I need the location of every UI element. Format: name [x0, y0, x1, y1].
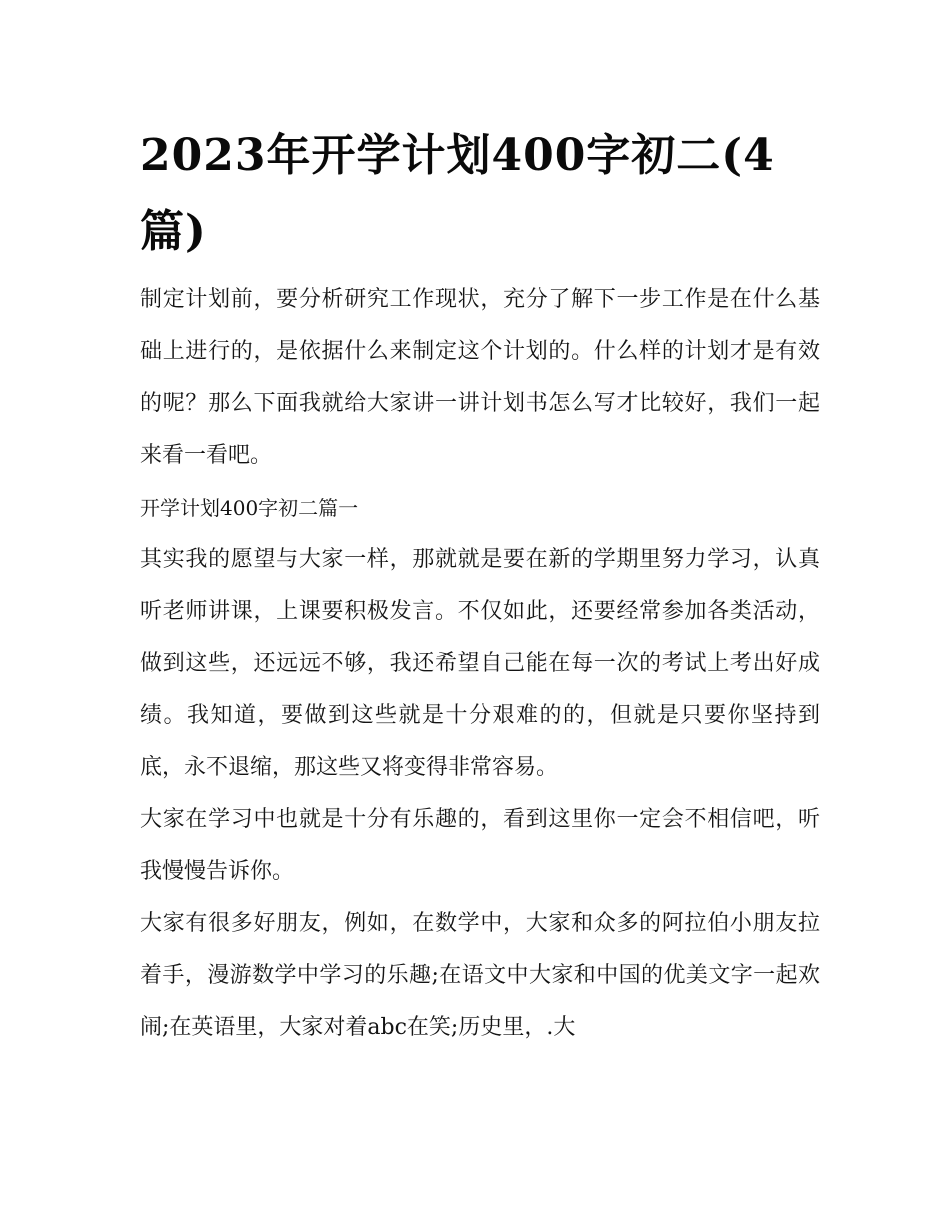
body-paragraph: 大家在学习中也就是十分有乐趣的，看到这里你一定会不相信吧，听我慢慢告诉你。: [140, 807, 820, 884]
document-body: [140, 274, 820, 1054]
section-heading: 开学计划400字初二篇一: [140, 496, 359, 520]
document-title: 2023年开学计划400字初二(4篇): [140, 130, 775, 257]
intro-paragraph: 制定计划前，要分析研究工作现状，充分了解下一步工作是在什么基础上进行的，是依据什么来制定这个计划的。什么样的计划才是有效的呢？那么下面我就给大家讲一讲计划书怎么写才比较好，我们一起来看一看吧。: [140, 287, 820, 468]
body-paragraph: 大家有很多好朋友，例如，在数学中，大家和众多的阿拉伯小朋友拉着手，漫游数学中学习的乐趣;在语文中大家和中国的优美文字一起欢闹;在英语里，大家对着abc在笑;历史里，.大: [140, 911, 820, 1040]
body-paragraph: 其实我的愿望与大家一样，那就就是要在新的学期里努力学习，认真听老师讲课，上课要积极发言。不仅如此，还要经常参加各类活动，做到这些，还远远不够，我还希望自己能在每一次的考试上考出好成绩。我知道，要做到这些就是十分艰难的的，但就是只要你坚持到底，永不退缩，那这些又将变得非常容易。: [140, 547, 820, 780]
